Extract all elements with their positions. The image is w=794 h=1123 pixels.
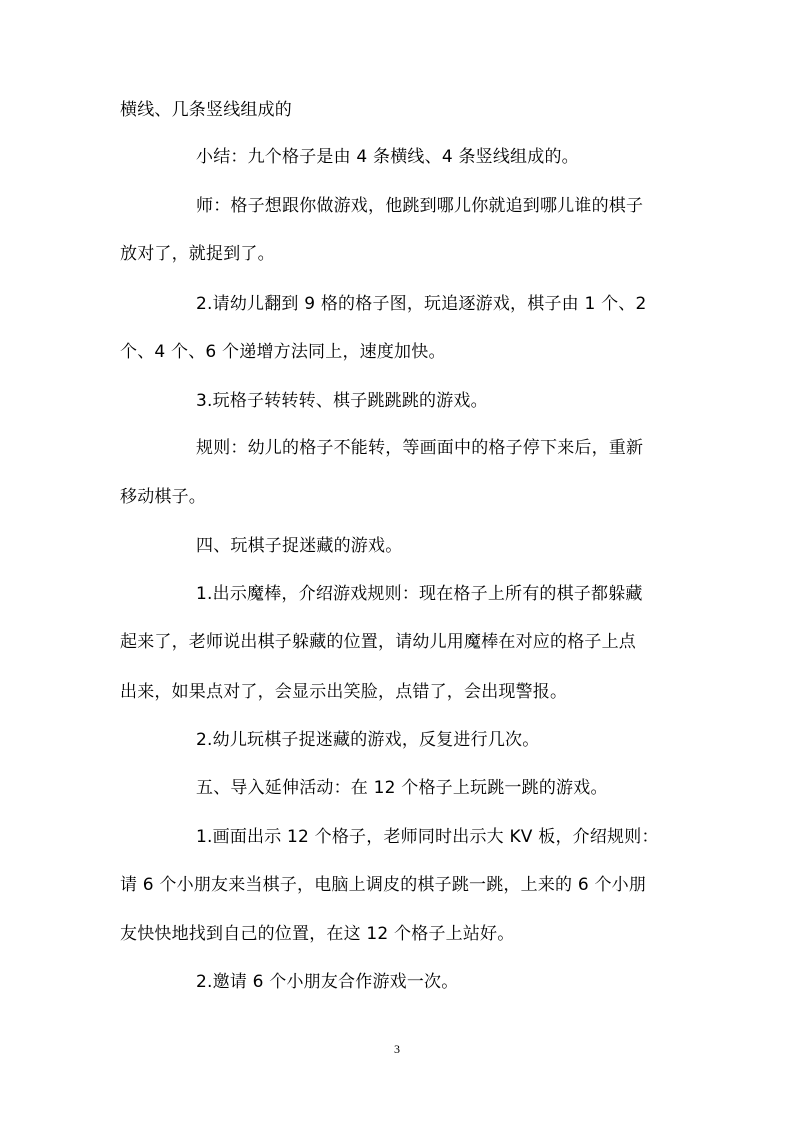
- section-heading: 四、玩棋子捉迷藏的游戏。: [196, 536, 403, 556]
- text-line: 师：格子想跟你做游戏，他跳到哪儿你就追到哪儿谁的棋子: [196, 196, 644, 216]
- text-line: 移动棋子。: [120, 487, 206, 507]
- text-line: 请 6 个小朋友来当棋子，电脑上调皮的棋子跳一跳，上来的 6 个小朋: [120, 875, 647, 895]
- text-line: 2.幼儿玩棋子捉迷藏的游戏，反复进行几次。: [196, 730, 540, 750]
- text-line: 出来，如果点对了，会显示出笑脸，点错了，会出现警报。: [120, 682, 568, 702]
- text-line: 1.出示魔棒，介绍游戏规则：现在格子上所有的棋子都躲藏: [196, 584, 643, 604]
- text-line: 2.请幼儿翻到 9 格的格子图，玩追逐游戏，棋子由 1 个、2: [196, 294, 647, 314]
- text-line: 小结：九个格子是由 4 条横线、4 条竖线组成的。: [196, 147, 579, 167]
- text-line: 友快快地找到自己的位置，在这 12 个格子上站好。: [120, 924, 515, 944]
- text-line: 放对了，就捉到了。: [120, 244, 275, 264]
- text-line: 起来了，老师说出棋子躲藏的位置，请幼儿用魔棒在对应的格子上点: [120, 632, 636, 652]
- text-line: 2.邀请 6 个小朋友合作游戏一次。: [196, 972, 459, 992]
- text-line: 3.玩格子转转转、棋子跳跳跳的游戏。: [196, 391, 488, 411]
- section-heading: 五、导入延伸活动：在 12 个格子上玩跳一跳的游戏。: [196, 778, 608, 798]
- text-line: 个、4 个、6 个递增方法同上，速度加快。: [120, 342, 446, 362]
- page-number: 3: [394, 1042, 400, 1056]
- text-line: 1.画面出示 12 个格子，老师同时出示大 KV 板，介绍规则：: [196, 827, 659, 847]
- text-line: 横线、几条竖线组成的: [120, 100, 292, 120]
- text-line: 规则：幼儿的格子不能转，等画面中的格子停下来后，重新: [196, 438, 644, 458]
